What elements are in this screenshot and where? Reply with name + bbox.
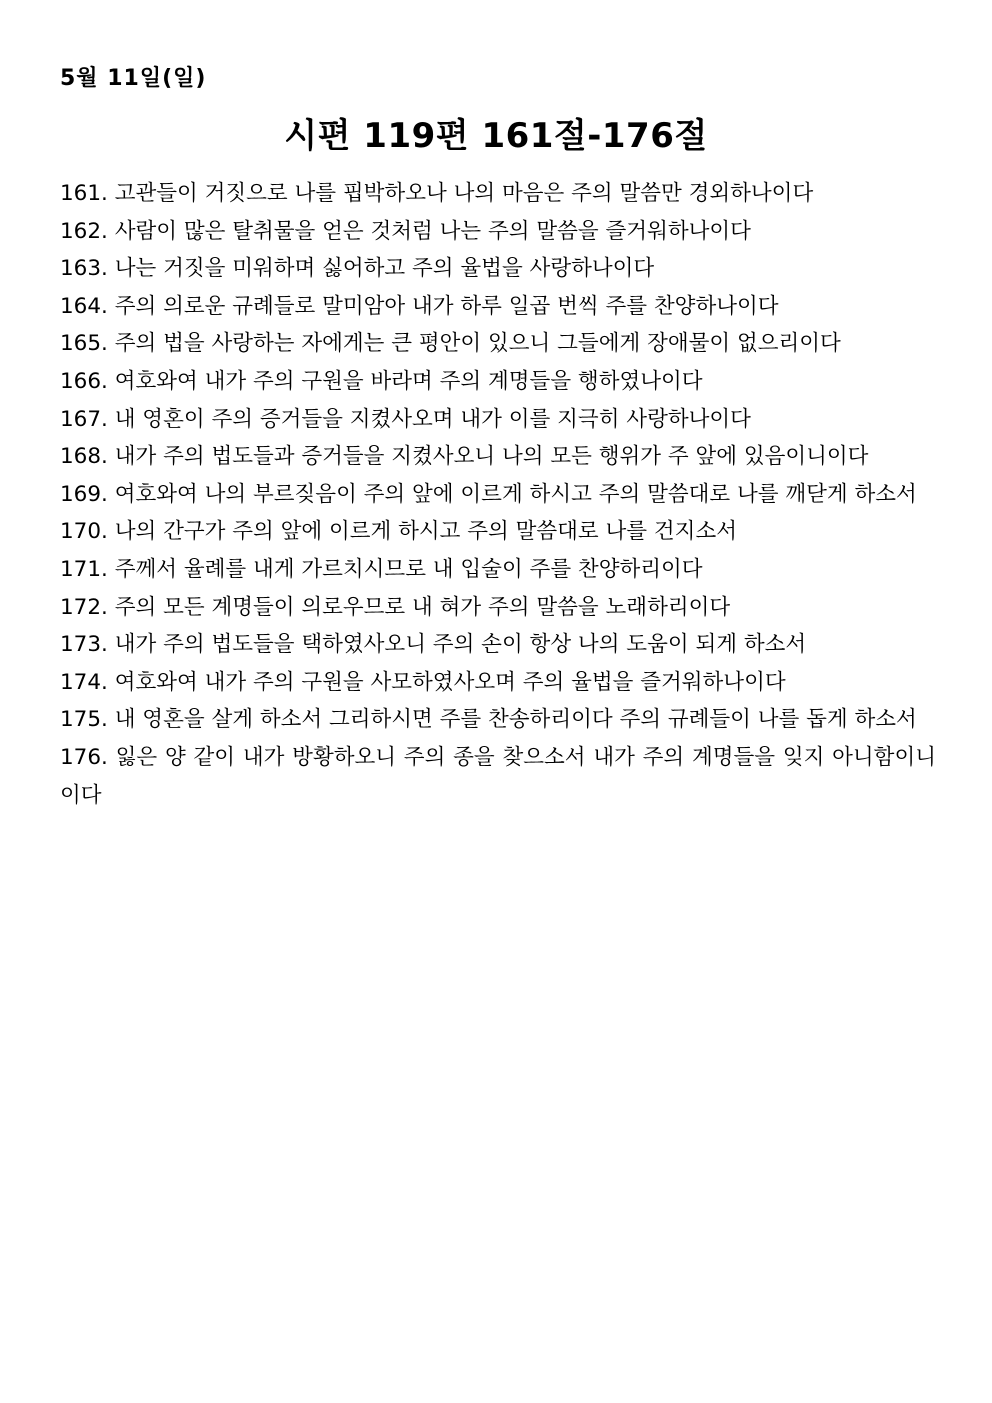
verse-168: 168. 내가 주의 법도들과 증거들을 지켰사오니 나의 모든 행위가 주 앞에 있음이니이다 bbox=[60, 444, 869, 470]
verse-165: 165. 주의 법을 사랑하는 자에게는 큰 평안이 있으니 그들에게 장애물이 없으리이다 bbox=[60, 331, 841, 357]
verse-164: 164. 주의 의로운 규례들로 말미암아 내가 하루 일곱 번씩 주를 찬양하나이다 bbox=[60, 293, 779, 319]
verse-175: 175. 내 영혼을 살게 하소서 그리하시면 주를 찬송하리이다 주의 규례들이 나를 돕게 하소서 bbox=[60, 707, 917, 733]
verse-170: 170. 나의 간구가 주의 앞에 이르게 하시고 주의 말씀대로 나를 건지소서 bbox=[60, 519, 737, 545]
page-title: 시편 119편 161절-176절 bbox=[284, 116, 708, 156]
verse-166: 166. 여호와여 내가 주의 구원을 바라며 주의 계명들을 행하였나이다 bbox=[60, 368, 703, 394]
date-heading: 5월 11일(일) bbox=[60, 66, 207, 91]
verse-161: 161. 고관들이 거짓으로 나를 핍박하오나 나의 마음은 주의 말씀만 경외하나이다 bbox=[60, 181, 814, 206]
verse-list bbox=[60, 175, 936, 814]
verse-162: 162. 사람이 많은 탈취물을 얻은 것처럼 나는 주의 말씀을 즐거워하나이다 bbox=[60, 218, 751, 244]
verse-171: 171. 주께서 율례를 내게 가르치시므로 내 입술이 주를 찬양하리이다 bbox=[60, 556, 703, 582]
verse-167: 167. 내 영혼이 주의 증거들을 지켰사오며 내가 이를 지극히 사랑하나이다 bbox=[60, 406, 751, 432]
verse-176: 176. 잃은 양 같이 내가 방황하오니 주의 종을 찾으소서 내가 주의 계명들을 잊지 아니함이니이다 bbox=[60, 744, 936, 808]
verse-174: 174. 여호와여 내가 주의 구원을 사모하였사오며 주의 율법을 즐거워하나이다 bbox=[60, 669, 786, 695]
verse-173: 173. 내가 주의 법도들을 택하였사오니 주의 손이 항상 나의 도움이 되게 하소서 bbox=[60, 632, 807, 658]
verse-172: 172. 주의 모든 계명들이 의로우므로 내 혀가 주의 말씀을 노래하리이다 bbox=[60, 594, 731, 620]
verse-169: 169. 여호와여 나의 부르짖음이 주의 앞에 이르게 하시고 주의 말씀대로 나를 깨닫게 하소서 bbox=[60, 481, 917, 507]
verse-163: 163. 나는 거짓을 미워하며 싫어하고 주의 율법을 사랑하나이다 bbox=[60, 256, 655, 282]
